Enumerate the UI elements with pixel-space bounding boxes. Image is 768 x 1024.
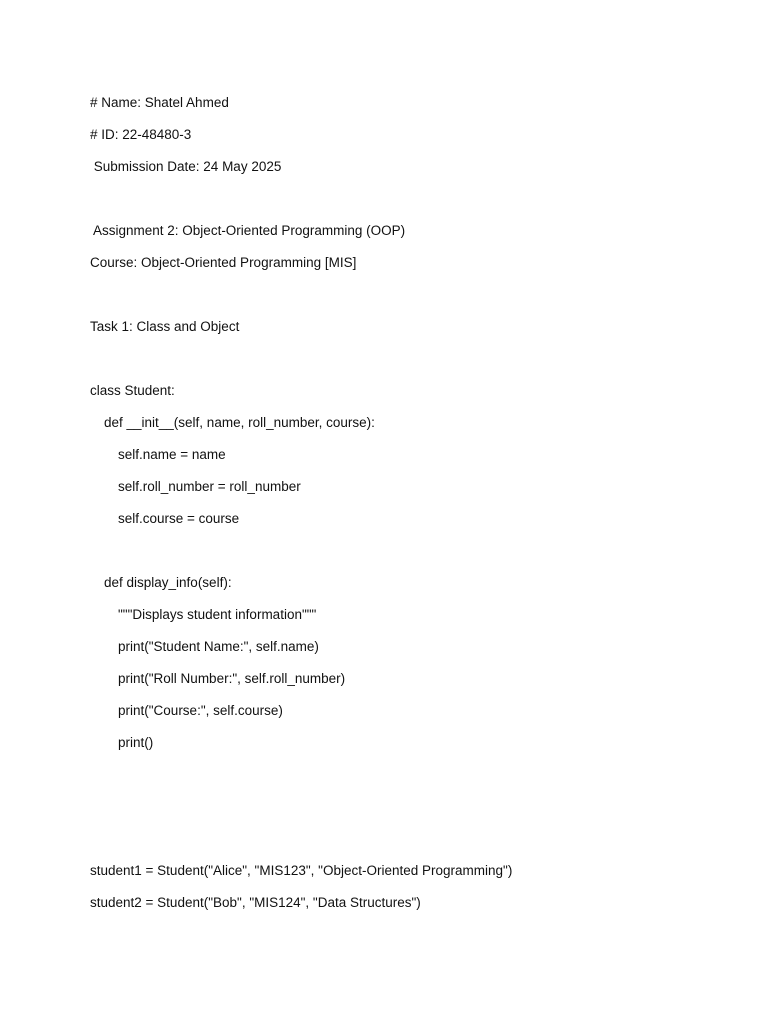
task-heading: Task 1: Class and Object: [90, 319, 240, 334]
student-name-line: # Name: Shatel Ahmed: [90, 95, 229, 110]
code-print-course: print("Course:", self.course): [118, 703, 283, 718]
code-display-def: def display_info(self):: [104, 575, 232, 590]
code-docstring: """Displays student information""": [118, 607, 317, 622]
code-print-name: print("Student Name:", self.name): [118, 639, 319, 654]
code-class-def: class Student:: [90, 383, 175, 398]
code-print-roll: print("Roll Number:", self.roll_number): [118, 671, 346, 686]
code-assign-name: self.name = name: [118, 447, 226, 462]
assignment-title: Assignment 2: Object-Oriented Programming (OOP): [90, 223, 406, 238]
code-assign-course: self.course = course: [118, 511, 240, 526]
course-line: Course: Object-Oriented Programming [MIS]: [90, 255, 357, 270]
student-id-line: # ID: 22-48480-3: [90, 127, 192, 142]
submission-date-line: Submission Date: 24 May 2025: [90, 159, 282, 174]
code-init-def: def __init__(self, name, roll_number, course):: [104, 415, 375, 430]
code-student1: student1 = Student("Alice", "MIS123", "Object-Oriented Programming"): [90, 863, 513, 878]
code-student2: student2 = Student("Bob", "MIS124", "Data Structures"): [90, 895, 421, 910]
code-assign-roll: self.roll_number = roll_number: [118, 479, 301, 494]
code-print-blank: print(): [118, 735, 154, 750]
